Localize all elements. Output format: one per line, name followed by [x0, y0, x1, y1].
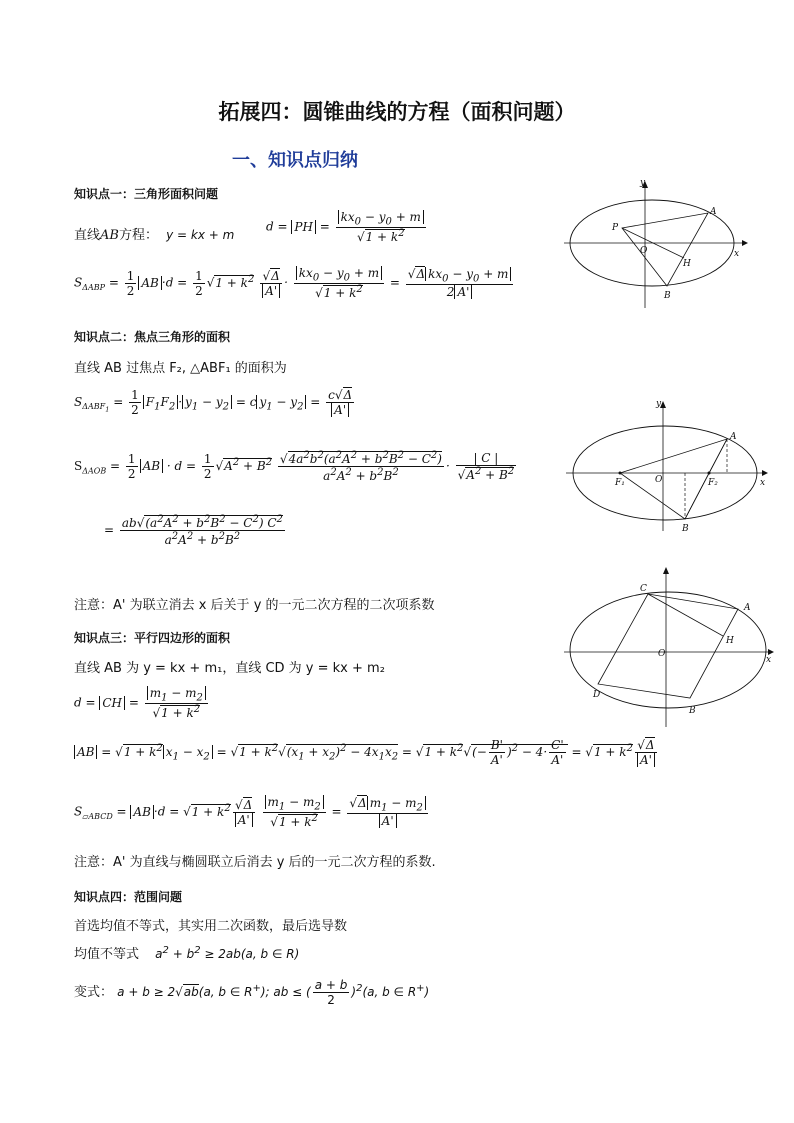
- fig3-label-o: O: [658, 649, 666, 659]
- kp3-ab-length: AB = $√1 + k^2$ $x_1 - x_2 = √1 + k^2√(x_1 + x_2)^2 - 4x_1x_2 = √1 + k^2√(-$ $\frac{B'}{A'}$ )$^2$ − 4· $\frac{C'}{A'}$ = $√1 + k^2$ $\frac{√\Delta}{A'}$: [74, 738, 659, 767]
- fig1-label-p: P: [612, 223, 619, 233]
- kp2-heading: 知识点二：焦点三角形的面积: [74, 330, 231, 344]
- kp4-line3-prefix: 变式：: [74, 985, 114, 1000]
- kp1-heading: 知识点一：三角形面积问题: [74, 187, 219, 201]
- fig3-label-h: H: [726, 636, 734, 646]
- kp4-line1: 首选均值不等式，其实用二次函数，最后选导数: [74, 919, 348, 934]
- fig2-label-b: B: [682, 524, 689, 534]
- kp3-note: 注意：A' 为直线与椭圆联立后消去 y 后的一元二次方程的系数.: [74, 855, 436, 870]
- fig2-label-o: O: [655, 475, 663, 485]
- kp2-area3: = $\frac{ab√(a^2A^2 + b^2B^2 - C^2) C^2}{a^2A^2 + b^2B^2}$: [104, 514, 283, 547]
- kp3-distance: d = CH = $\frac{m_1 - m_2}{√1 + k^2}$: [74, 686, 210, 720]
- fig2-label-x: x: [760, 478, 766, 488]
- fig3-label-b: B: [689, 706, 696, 716]
- kp3-line-text: 直线 AB 为 y = kx + m₁，直线 CD 为 y = kx + m₂: [74, 661, 385, 676]
- kp2-area1: $S_{\Delta ABF_1}$ = $\frac{1}{2}$ $F_1F_2 \cdot y_1 - y_2 = c$ $y_1 - y_2$ = $\frac{c√\Delta}{A'}$: [74, 388, 353, 417]
- kp2-ellipse-figure: [562, 396, 772, 536]
- kp4-line3: [74, 978, 429, 1007]
- triangle-pab: [622, 213, 708, 286]
- fig3-label-d: D: [593, 690, 601, 700]
- kp1-line-statement: [74, 224, 234, 243]
- kp4-mean-inequality: $a^2 + b^2 \ge 2ab(a$, b ∈ R): [155, 945, 300, 961]
- fig1-label-a: A: [710, 207, 717, 217]
- fig2-label-a: A: [730, 432, 737, 442]
- kp2-line-text: 直线 AB 过焦点 F₂, △ABF₁ 的面积为: [74, 361, 287, 376]
- kp4-heading: 知识点四：范围问题: [74, 890, 183, 904]
- fig1-label-x: x: [734, 249, 740, 259]
- kp1-line-eq: y = kx + m: [166, 228, 235, 242]
- kp1-line-suffix: 方程：: [118, 228, 158, 243]
- kp1-area-formula: $S_{\Delta ABP}$ = $\frac{1}{2}$ AB ·d = $\frac{1}{2}$ $√1 + k^2$ $\frac{√\Delta}{A'}$ · $\frac{kx_0 - y_0 + m}{√1 + k^2}$ = $\frac{√\Delta kx_0 - y_0 + m}{2 A'}$: [74, 266, 515, 300]
- kp3-heading: 知识点三：平行四边形的面积: [74, 631, 231, 645]
- fig2-label-y: y: [656, 399, 662, 409]
- fig3-label-x: x: [766, 655, 772, 665]
- kp1-ellipse-figure: [562, 178, 752, 313]
- kp4-variant-inequality: a + b ≥ 2√ab(a, b ∈ R+); ab ≤ ( $\frac{a + b}{2}$ )$^2$(a, b ∈ R+): [117, 978, 430, 1007]
- parallelogram-abcd: [598, 594, 738, 698]
- page-title: 拓展四：圆锥曲线的方程（面积问题）: [218, 100, 576, 124]
- kp2-note: 注意：A' 为联立消去 x 后关于 y 的一元二次方程的二次项系数: [74, 598, 435, 613]
- fig2-label-f1: F₁: [615, 478, 625, 488]
- section-heading: 一、知识点归纳: [232, 150, 358, 171]
- fig1-label-h: H: [683, 259, 691, 269]
- kp1-line-var: AB: [100, 228, 119, 243]
- fig2-label-f2: F₂: [708, 478, 718, 488]
- kp3-ellipse-figure: [562, 562, 777, 730]
- fig1-label-b: B: [664, 291, 671, 301]
- fig3-label-c: C: [640, 584, 647, 594]
- fig3-label-a: A: [744, 603, 751, 613]
- kp4-line2: [74, 943, 299, 962]
- kp1-distance-formula: d = PH = $\frac{kx_0 - y_0 + m}{√1 + k^2}$: [266, 210, 428, 244]
- kp4-line2-prefix: 均值不等式: [74, 947, 140, 962]
- fig1-label-y: y: [640, 178, 646, 188]
- kp1-line-prefix: 直线: [74, 228, 101, 243]
- fig1-label-o: O: [640, 246, 648, 256]
- kp2-area2: $S_{\Delta AOB}$ = $\frac{1}{2}$ AB · d = $\frac{1}{2}$ $√A^2 + B^2$ $\frac{√4a^2b^2(a^2A^2 + b^2B^2 - C^2)}{a^2A^2 + b^2B^2}$ · $\frac{| C |}{√A^2 + B^2}$: [74, 450, 515, 483]
- kp3-area: $S_{▱ABCD}$ = AB $\cdot d = √1 + k^2$ $\frac{√\Delta}{A'}$ $\frac{m_1 - m_2}{√1 + k^2}$ = $\frac{√\Delta m_1 - m_2}{A'}$: [74, 795, 430, 829]
